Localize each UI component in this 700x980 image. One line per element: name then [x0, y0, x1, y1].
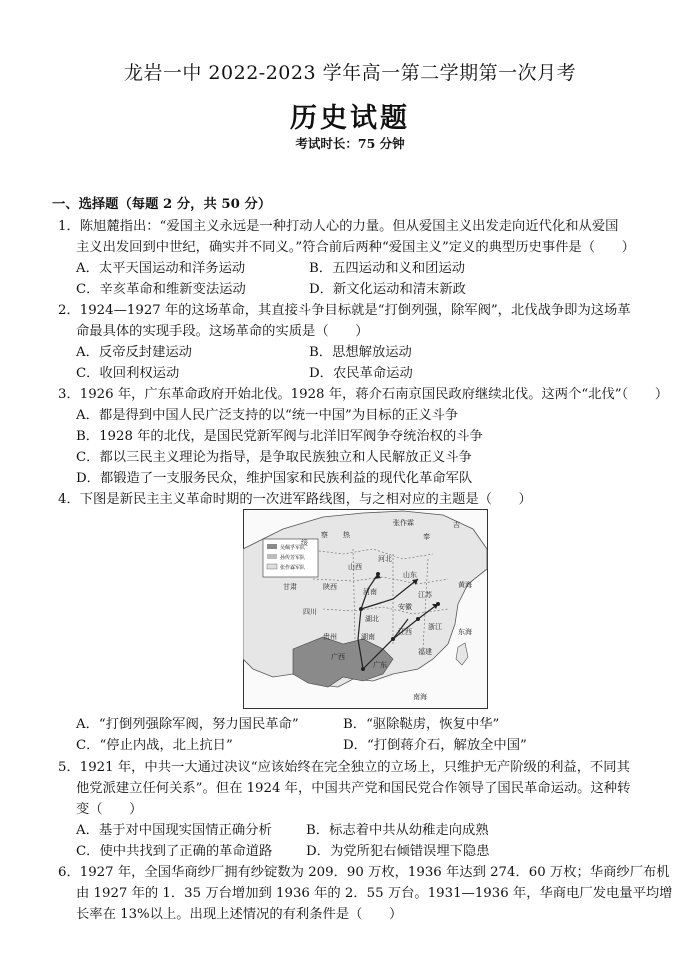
q5-option-c: C．使中共找到了正确的革命道路	[76, 844, 273, 859]
q3-line1: 3．1926 年，广东革命政府开始北伐。1928 年，蒋介石南京国民政府继续北伐。这两个“北伐”（ ）	[58, 387, 669, 402]
legend-label-1: 吴佩孚军队	[280, 545, 306, 551]
label-jiangsu: 江苏	[418, 591, 432, 599]
q4-option-c: C．“停止内战，北上抗日”	[76, 738, 233, 753]
q5-option-b: B．标志着中共从幼稚走向成熟	[306, 823, 489, 838]
q4-option-b: B．“驱除鞑虏，恢复中华”	[343, 717, 500, 732]
map-svg	[243, 509, 488, 709]
q6-line2: 由 1927 年的 1．35 万台增加到 1936 年的 2．55 万台。1931—1936 年，华商电厂发电量平均增	[76, 886, 673, 901]
label-zhangzuolin: 张作霖	[393, 519, 414, 527]
label-east-sea: 东海	[458, 628, 472, 636]
q1-line1: 1．陈旭麓指出：“爱国主义永远是一种打动人心的力量。但从爱国主义出发走向近代化和从爱国	[58, 219, 619, 234]
q5-line3: 变（ ）	[76, 802, 143, 817]
q3-option-a: A．都是得到中国人民广泛支持的以“统一中国”为目标的正义斗争	[76, 408, 459, 423]
label-sui: 绥	[301, 539, 308, 547]
label-shaanxi: 陕西	[323, 583, 337, 591]
label-shanxi: 山西	[348, 563, 362, 571]
label-hubei: 湖北	[365, 615, 379, 623]
q4-option-d: D．“打倒蒋介石，解放全中国”	[343, 738, 527, 753]
q4-option-a: A．“打倒列强除军阀，努力国民革命”	[76, 717, 299, 732]
legend-swatch-1	[267, 544, 277, 549]
q6-line3: 长率在 13%以上。出现上述情况的有利条件是（ ）	[76, 907, 403, 922]
label-zhejiang: 浙江	[428, 623, 442, 631]
q5-line2: 他党派建立任何关系”。但在 1924 年，中国共产党和国民党合作领导了国民革命运动。这种转	[76, 781, 631, 796]
label-south-sea: 南海	[413, 693, 427, 701]
q1-option-a: A．太平天国运动和洋务运动	[76, 261, 246, 276]
q2-option-b: B．思想解放运动	[309, 345, 412, 360]
q1-option-d: D．新文化运动和清末新政	[309, 282, 466, 297]
q1-option-c: C．辛亥革命和维新变法运动	[76, 282, 246, 297]
q2-line1: 2．1924—1927 年的这场革命，其直接斗争目标就是“打倒列强，除军阀”，北伐战争即为这场革	[58, 303, 631, 318]
q3-option-c: C．都以三民主义理论为指导，是争取民族独立和人民解放正义斗争	[76, 450, 472, 465]
label-yellow-sea: 黄海	[458, 581, 472, 589]
legend-swatch-3	[267, 564, 277, 569]
legend-label-2: 孙传芳军队	[280, 555, 306, 561]
q2-line2: 命最具体的实现手段。这场革命的实质是（ ）	[76, 324, 369, 339]
label-ji: 吉	[453, 521, 460, 529]
q2-option-c: C．收回利权运动	[76, 366, 180, 381]
q1-option-b: B．五四运动和义和团运动	[309, 261, 466, 276]
label-cha: 察	[321, 531, 328, 539]
label-fujian: 福建	[418, 648, 432, 656]
label-shandong: 山东	[403, 571, 417, 579]
label-guangdong: 广东	[373, 661, 387, 669]
label-re: 热	[343, 531, 350, 539]
legend-label-3: 张作霖军队	[280, 565, 306, 571]
label-anhui: 安徽	[398, 603, 412, 611]
q5-line1: 5．1921 年，中共一大通过决议“应该始终在完全独立的立场上，只维护无产阶级的利益，不同其	[58, 760, 630, 775]
label-feng: 奉	[423, 533, 430, 541]
label-guangxi: 广西	[331, 653, 345, 661]
q2-option-d: D．农民革命运动	[309, 366, 413, 381]
label-gansu: 甘肃	[283, 583, 297, 591]
label-hunan: 湖南	[361, 633, 375, 641]
label-sichuan: 四川	[303, 608, 317, 616]
q2-option-a: A．反帝反封建运动	[76, 345, 192, 360]
q3-option-d: D．都锻造了一支服务民众，维护国家和民族利益的现代化革命军队	[76, 471, 473, 486]
section-heading: 一、选择题（每题 2 分，共 50 分）	[52, 197, 272, 212]
q1-line2: 主义出发回到中世纪，确实并不同义。”符合前后两种“爱国主义”定义的典型历史事件是（ ）	[76, 240, 635, 255]
label-hebei: 河北	[378, 555, 392, 563]
exam-duration: 考试时长：75 分钟	[295, 136, 405, 151]
q5-option-a: A．基于对中国现实国情正确分析	[76, 823, 272, 838]
label-guizhou: 贵州	[323, 633, 337, 641]
subject-title: 历史试题	[290, 103, 410, 134]
q4-line1: 4．下图是新民主主义革命时期的一次进军路线图，与之相对应的主题是（ ）	[58, 492, 532, 507]
legend-swatch-2	[267, 554, 277, 559]
q6-line1: 6．1927 年，全国华商纱厂拥有纱锭数为 209．90 万枚，1936 年达到 274．60 万枚；华商纱厂布机	[58, 865, 670, 880]
label-henan: 河南	[363, 588, 377, 596]
q3-option-b: B．1928 年的北伐，是国民党新军阀与北洋旧军阀争夺统治权的斗争	[76, 429, 483, 444]
q5-option-d: D．为党所犯右倾错误埋下隐患	[306, 844, 490, 859]
exam-title: 龙岩一中 2022-2023 学年高一第二学期第一次月考	[123, 62, 577, 84]
label-jiangxi: 江西	[398, 628, 412, 636]
northern-expedition-map	[243, 509, 488, 709]
